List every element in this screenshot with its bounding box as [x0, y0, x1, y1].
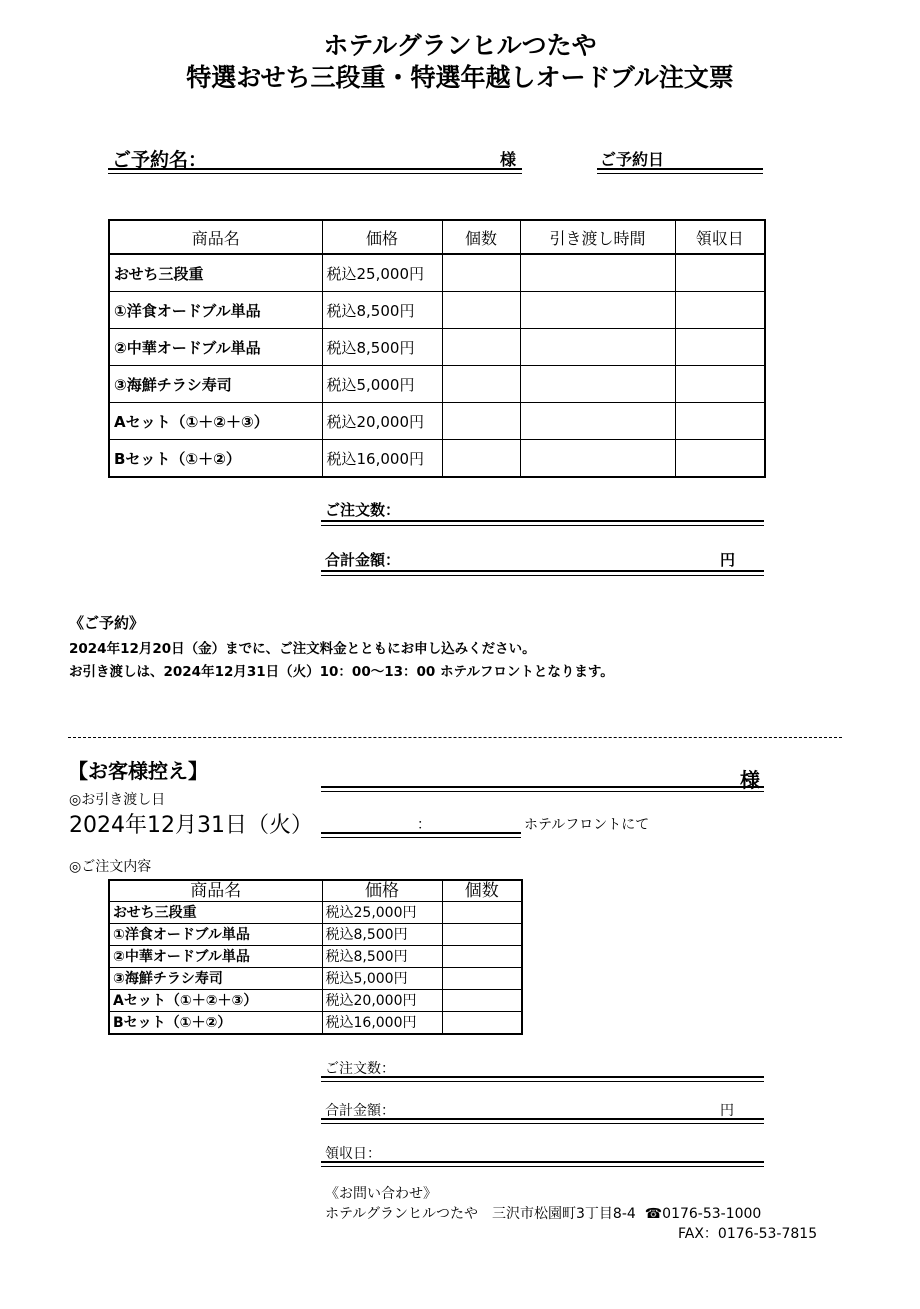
- table-row: [109, 1012, 522, 1035]
- header-price: 価格: [322, 880, 442, 902]
- product-price: 税込8,500円: [322, 292, 442, 329]
- product-name: ①洋食オードブル単品: [109, 924, 322, 946]
- table-row: [109, 968, 522, 990]
- header-quantity: 個数: [442, 220, 520, 254]
- receipt-date-cell[interactable]: [675, 254, 765, 292]
- quantity-cell[interactable]: [442, 968, 522, 990]
- quantity-cell[interactable]: [442, 1012, 522, 1035]
- product-name: Aセット（①＋②＋③）: [109, 403, 322, 440]
- order-table: [108, 219, 766, 478]
- reservation-name-field[interactable]: [108, 168, 522, 174]
- reservation-sama: 様: [500, 150, 517, 169]
- table-row: [109, 292, 765, 329]
- handover-time-cell[interactable]: [520, 329, 675, 366]
- receipt-date-cell[interactable]: [675, 440, 765, 478]
- header-product: 商品名: [109, 220, 322, 254]
- customer-total-label: 合計金額：: [325, 1103, 395, 1119]
- receipt-date-field[interactable]: [321, 1161, 764, 1167]
- delivery-time-field[interactable]: [321, 832, 521, 838]
- order-count-field[interactable]: [321, 520, 764, 526]
- product-name: Bセット（①＋②）: [109, 440, 322, 478]
- delivery-time-colon: ：: [417, 817, 431, 833]
- handover-time-cell[interactable]: [520, 403, 675, 440]
- header-price: 価格: [322, 220, 442, 254]
- order-content-label: ◎ご注文内容: [69, 859, 152, 875]
- product-name: ③海鮮チラシ寿司: [109, 366, 322, 403]
- delivery-date-label: ◎お引き渡し日: [69, 792, 166, 808]
- product-name: ②中華オードブル単品: [109, 329, 322, 366]
- quantity-cell[interactable]: [442, 292, 520, 329]
- product-price: 税込16,000円: [322, 440, 442, 478]
- table-row: [109, 946, 522, 968]
- table-row: [109, 329, 765, 366]
- customer-sama: 様: [740, 768, 760, 792]
- receipt-date-cell[interactable]: [675, 292, 765, 329]
- quantity-cell[interactable]: [442, 946, 522, 968]
- product-price: 税込20,000円: [322, 403, 442, 440]
- total-amount-field[interactable]: [321, 570, 764, 576]
- notice-heading: 《ご予約》: [69, 614, 145, 632]
- product-price: 税込25,000円: [322, 902, 442, 924]
- quantity-cell[interactable]: [442, 329, 520, 366]
- customer-order-table: [108, 879, 523, 1035]
- quantity-cell[interactable]: [442, 403, 520, 440]
- product-name: ①洋食オードブル単品: [109, 292, 322, 329]
- product-price: 税込16,000円: [322, 1012, 442, 1035]
- table-row: [109, 990, 522, 1012]
- header-receipt-date: 領収日: [675, 220, 765, 254]
- table-row: [109, 403, 765, 440]
- contact-address-text: ホテルグランヒルつたや 三沢市松園町3丁目8-4: [325, 1206, 636, 1222]
- product-price: 税込8,500円: [322, 329, 442, 366]
- quantity-cell[interactable]: [442, 990, 522, 1012]
- reservation-name-label: ご予約名：: [112, 149, 208, 171]
- customer-total-yen-unit: 円: [720, 1103, 734, 1119]
- product-price: 税込25,000円: [322, 254, 442, 292]
- product-name: ③海鮮チラシ寿司: [109, 968, 322, 990]
- page-title-form: 特選おせち三段重・特選年越しオードブル注文票: [186, 63, 734, 92]
- quantity-cell[interactable]: [442, 902, 522, 924]
- product-name: Bセット（①＋②）: [109, 1012, 322, 1035]
- table-row: [109, 924, 522, 946]
- receipt-date-cell[interactable]: [675, 403, 765, 440]
- contact-heading: 《お問い合わせ》: [325, 1186, 437, 1202]
- front-desk-text: ホテルフロントにて: [524, 817, 650, 833]
- product-name: Aセット（①＋②＋③）: [109, 990, 322, 1012]
- table-row: [109, 902, 522, 924]
- delivery-date: 2024年12月31日（火）: [69, 813, 313, 838]
- order-table-header-row: [109, 220, 765, 254]
- reservation-date-label: ご予約日: [600, 150, 665, 169]
- contact-tel: 0176-53-1000: [662, 1206, 762, 1222]
- reservation-date-field[interactable]: [597, 168, 763, 174]
- handover-time-cell[interactable]: [520, 366, 675, 403]
- cut-line: [68, 737, 842, 738]
- customer-copy-heading: 【お客様控え】: [68, 759, 208, 783]
- phone-icon: ☎: [644, 1206, 663, 1222]
- contact-fax: FAX：0176-53-7815: [678, 1226, 818, 1242]
- product-price: 税込8,500円: [322, 946, 442, 968]
- contact-hotel-address: [325, 1203, 761, 1223]
- quantity-cell[interactable]: [442, 440, 520, 478]
- product-price: 税込8,500円: [322, 924, 442, 946]
- table-row: [109, 254, 765, 292]
- header-quantity: 個数: [442, 880, 522, 902]
- header-product: 商品名: [109, 880, 322, 902]
- product-name: ②中華オードブル単品: [109, 946, 322, 968]
- customer-order-count-label: ご注文数：: [325, 1061, 395, 1077]
- customer-order-count-field[interactable]: [321, 1076, 764, 1082]
- total-yen-unit: 円: [720, 551, 736, 569]
- receipt-date-cell[interactable]: [675, 329, 765, 366]
- product-price: 税込5,000円: [322, 968, 442, 990]
- quantity-cell[interactable]: [442, 366, 520, 403]
- handover-time-cell[interactable]: [520, 254, 675, 292]
- table-row: [109, 366, 765, 403]
- product-price: 税込5,000円: [322, 366, 442, 403]
- notice-deadline: 2024年12月20日（金）までに、ご注文料金とともにお申し込みください。: [69, 641, 536, 657]
- customer-total-field[interactable]: [321, 1118, 764, 1124]
- total-amount-label: 合計金額：: [325, 551, 401, 569]
- receipt-date-cell[interactable]: [675, 366, 765, 403]
- order-count-label: ご注文数：: [325, 501, 401, 519]
- customer-name-field[interactable]: [321, 786, 764, 792]
- product-name: おせち三段重: [109, 902, 322, 924]
- receipt-date-label: 領収日：: [325, 1146, 381, 1162]
- handover-time-cell[interactable]: [520, 292, 675, 329]
- notice-handover: お引き渡しは、2024年12月31日（火）10：00〜13：00 ホテルフロントとなります。: [69, 664, 614, 680]
- page-title-hotel: ホテルグランヒルつたや: [323, 31, 597, 60]
- handover-time-cell[interactable]: [520, 440, 675, 478]
- quantity-cell[interactable]: [442, 254, 520, 292]
- quantity-cell[interactable]: [442, 924, 522, 946]
- product-price: 税込20,000円: [322, 990, 442, 1012]
- table-row: [109, 440, 765, 478]
- header-handover-time: 引き渡し時間: [520, 220, 675, 254]
- customer-table-header-row: [109, 880, 522, 902]
- product-name: おせち三段重: [109, 254, 322, 292]
